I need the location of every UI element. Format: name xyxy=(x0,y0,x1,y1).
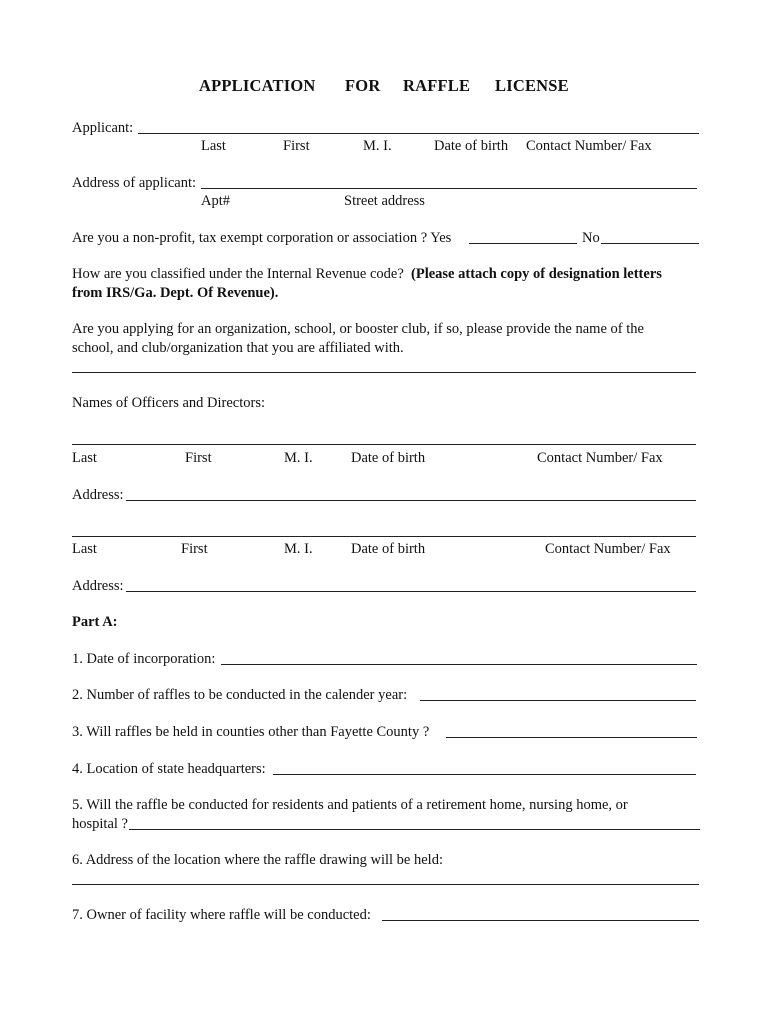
applicant-col-contact: Contact Number/ Fax xyxy=(526,138,652,154)
officer2-col-contact: Contact Number/ Fax xyxy=(545,541,671,557)
officer1-col-last: Last xyxy=(72,450,97,466)
officer2-col-dob: Date of birth xyxy=(351,541,426,557)
q4-field[interactable] xyxy=(273,774,696,775)
officer2-name-field[interactable] xyxy=(72,536,696,537)
q5-line2: hospital ? xyxy=(72,816,128,832)
officer2-col-mi: M. I. xyxy=(284,541,313,557)
address-label: Address of applicant: xyxy=(72,175,197,191)
title-word-license: LICENSE xyxy=(495,76,569,95)
org-question-line2: school, and club/organization that you are affiliated with. xyxy=(72,340,404,356)
q1-field[interactable] xyxy=(221,664,697,665)
q5-field[interactable] xyxy=(129,829,700,830)
q5-line1: 5. Will the raffle be conducted for residents and patients of a retirement home, nursing home, or xyxy=(72,797,628,813)
q2-field[interactable] xyxy=(420,700,696,701)
address-field[interactable] xyxy=(201,188,697,189)
applicant-col-mi: M. I. xyxy=(363,138,392,154)
part-a-heading: Part A: xyxy=(72,614,118,630)
officer1-col-dob: Date of birth xyxy=(351,450,426,466)
officer1-col-contact: Contact Number/ Fax xyxy=(537,450,663,466)
officer1-address-label: Address: xyxy=(72,487,124,503)
nonprofit-yes-field[interactable] xyxy=(469,243,577,244)
applicant-col-last: Last xyxy=(201,138,226,154)
nonprofit-question: Are you a non-profit, tax exempt corporation or association ? Yes xyxy=(72,230,452,246)
officer2-col-first: First xyxy=(181,541,208,557)
q6-label: 6. Address of the location where the raffle drawing will be held: xyxy=(72,852,443,868)
irs-question-line xyxy=(72,265,662,283)
applicant-col-dob: Date of birth xyxy=(434,138,509,154)
org-field[interactable] xyxy=(72,372,696,373)
officer2-address-field[interactable] xyxy=(126,591,696,592)
irs-note-line2: from IRS/Ga. Dept. Of Revenue). xyxy=(72,285,279,301)
q6-field[interactable] xyxy=(72,884,699,885)
officers-label: Names of Officers and Directors: xyxy=(72,395,265,411)
officer1-col-first: First xyxy=(185,450,212,466)
officer1-address-field[interactable] xyxy=(126,500,696,501)
q7-label: 7. Owner of facility where raffle will be conducted: xyxy=(72,907,371,923)
officer1-col-mi: M. I. xyxy=(284,450,313,466)
q3-field[interactable] xyxy=(446,737,697,738)
q2-label: 2. Number of raffles to be conducted in the calender year: xyxy=(72,687,408,703)
q7-field[interactable] xyxy=(382,920,699,921)
nonprofit-no-label: No xyxy=(582,230,600,246)
q4-label: 4. Location of state headquarters: xyxy=(72,761,266,777)
title-word-application: APPLICATION xyxy=(199,76,316,95)
irs-note-line1: (Please attach copy of designation letters xyxy=(411,266,662,282)
title-word-for: FOR xyxy=(345,76,381,95)
irs-question: How are you classified under the Internal Revenue code? xyxy=(72,266,404,282)
address-street-label: Street address xyxy=(344,193,425,209)
officer2-address-label: Address: xyxy=(72,578,124,594)
address-apt-label: Apt# xyxy=(201,193,230,209)
officer1-name-field[interactable] xyxy=(72,444,696,445)
officer2-col-last: Last xyxy=(72,541,97,557)
nonprofit-no-field[interactable] xyxy=(601,243,699,244)
title-word-raffle: RAFFLE xyxy=(403,76,471,95)
q1-label: 1. Date of incorporation: xyxy=(72,651,216,667)
applicant-label: Applicant: xyxy=(72,120,134,136)
q3-label: 3. Will raffles be held in counties other than Fayette County ? xyxy=(72,724,430,740)
org-question-line1: Are you applying for an organization, school, or booster club, if so, please provide the name of the xyxy=(72,321,644,337)
applicant-field[interactable] xyxy=(138,133,699,134)
applicant-col-first: First xyxy=(283,138,310,154)
